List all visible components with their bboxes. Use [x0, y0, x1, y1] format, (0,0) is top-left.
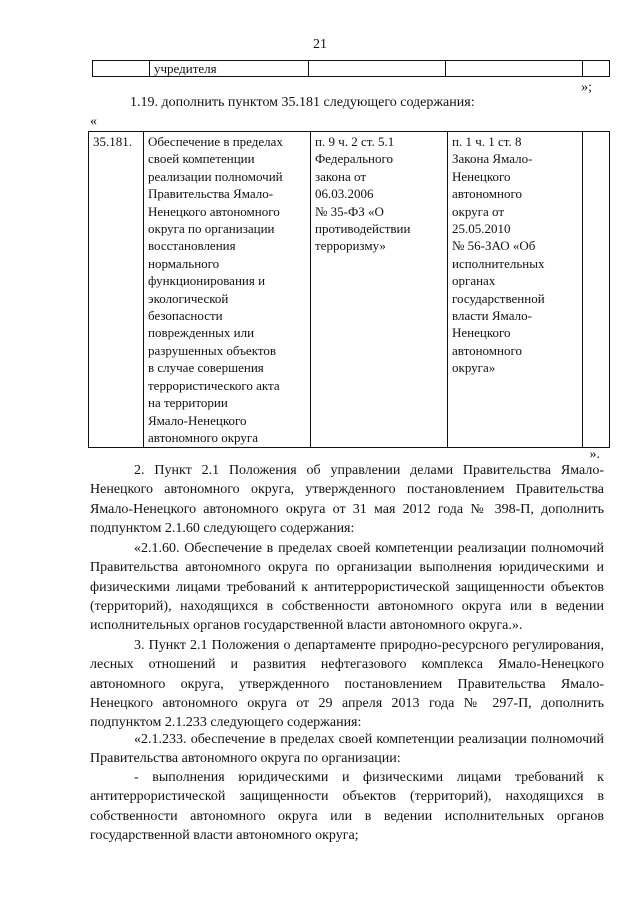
row-basis-regional [448, 132, 583, 448]
basis2-line: автономного [452, 342, 522, 358]
page-number: 21 [313, 37, 327, 52]
basis2-line: Ненецкого [452, 168, 511, 184]
basis2-line: органах [452, 273, 496, 289]
basis2-line: округа от [452, 203, 505, 219]
basis2-line: п. 1 ч. 1 ст. 8 [452, 134, 522, 149]
basis1-line: № 35-ФЗ «О [315, 203, 384, 219]
content-line: восстановления [148, 238, 236, 254]
basis2-line: округа» [452, 360, 496, 376]
top-table-cell-empty-4 [583, 61, 610, 77]
basis2-line: власти Ямало- [452, 308, 532, 324]
content-line: функционирования и [148, 273, 266, 289]
insertion-table [88, 131, 610, 448]
basis1-line: Федерального [315, 151, 394, 167]
content-line: поврежденных или [148, 325, 255, 341]
paragraph-3-quote: «2.1.233. обеспечение в пределах своей компетенции реализации полномочий Правительства автономного округа по организации: [90, 732, 604, 767]
opening-quote: « [90, 114, 97, 129]
row-number: 35.181. [89, 132, 144, 448]
basis2-line: автономного [452, 186, 522, 202]
basis1-line: п. 9 ч. 2 ст. 5.1 [315, 134, 395, 149]
content-line: Правительства Ямало- [148, 186, 274, 202]
content-line: безопасности [148, 308, 223, 324]
content-line: на территории [148, 395, 228, 411]
row-content [144, 132, 311, 448]
paragraph-2-quote: «2.1.60. Обеспечение в пределах своей компетенции реализации полномочий Правительства автономного округа по организации выполнения юридическими и физическими лицами требований к антитеррористической защищенности объектов (территорий), находящихся в собственности автономного округа или в ведении исполнительных органов государственной власти автономного округа.». [90, 541, 604, 634]
top-table-cell-empty-3 [446, 61, 583, 77]
top-table-cell-empty-2 [309, 61, 446, 77]
content-line: автономного округа [148, 429, 258, 445]
basis2-line: № 56-ЗАО «Об [452, 238, 536, 254]
row-basis-federal [311, 132, 448, 448]
content-line: разрушенных объектов [148, 342, 276, 358]
basis2-line: Закона Ямало- [452, 151, 533, 167]
paragraph-3: 3. Пункт 2.1 Положения о департаменте природно-ресурсного регулирования, лесных отношений и развития нефтегазового комплекса Ямало-Ненецкого автономного округа, утвержденного постановлением Правительства Ямало-Ненецкого автономного округа от 29 апреля 2013 года № 297-П, дополнить подпунктом 2.1.233 следующего содержания: [90, 638, 604, 731]
content-line: Ненецкого автономного [148, 203, 280, 219]
paragraph-3-bullet: - выполнения юридическими и физическими лицами требований к антитеррористической защищенности объектов (территорий), находящихся в собственности автономного округа или в ведении исполнительных органов государственной власти автономного округа; [90, 770, 604, 843]
basis1-line: закона от [315, 168, 367, 184]
top-table-cell-text: учредителя [150, 61, 309, 77]
top-table-cell-empty-1 [93, 61, 150, 77]
content-line: экологической [148, 290, 229, 306]
table-row [89, 132, 610, 448]
row-empty-cell [583, 132, 610, 448]
basis1-line: терроризму» [315, 238, 386, 254]
paragraph-2: 2. Пункт 2.1 Положения об управлении делами Правительства Ямало-Ненецкого автономного округа, утвержденного постановлением Правительства Ямало-Ненецкого автономного округа от 31 мая 2012 года № 398-П, дополнить подпунктом 2.1.60 следующего содержания: [90, 463, 604, 536]
basis2-line: государственной [452, 290, 545, 306]
content-line: своей компетенции [148, 151, 255, 167]
content-line: Ямало-Ненецкого [148, 412, 247, 428]
content-line: реализации полномочий [148, 168, 283, 184]
closing-quote-1: »; [581, 80, 592, 95]
basis2-line: исполнительных [452, 255, 545, 271]
top-table-fragment [92, 60, 610, 77]
content-line: в случае совершения [148, 360, 264, 376]
closing-quote-2: ». [589, 447, 600, 462]
item-1-19: 1.19. дополнить пунктом 35.181 следующего содержания: [130, 95, 475, 110]
content-line: округа по организации [148, 221, 275, 237]
content-line: Обеспечение в пределах [148, 134, 283, 149]
basis1-line: противодействии [315, 221, 411, 237]
content-line: террористического акта [148, 377, 280, 393]
content-line: нормального [148, 255, 220, 271]
basis2-line: Ненецкого [452, 325, 511, 341]
basis1-line: 06.03.2006 [315, 186, 374, 202]
basis2-line: 25.05.2010 [452, 221, 511, 237]
